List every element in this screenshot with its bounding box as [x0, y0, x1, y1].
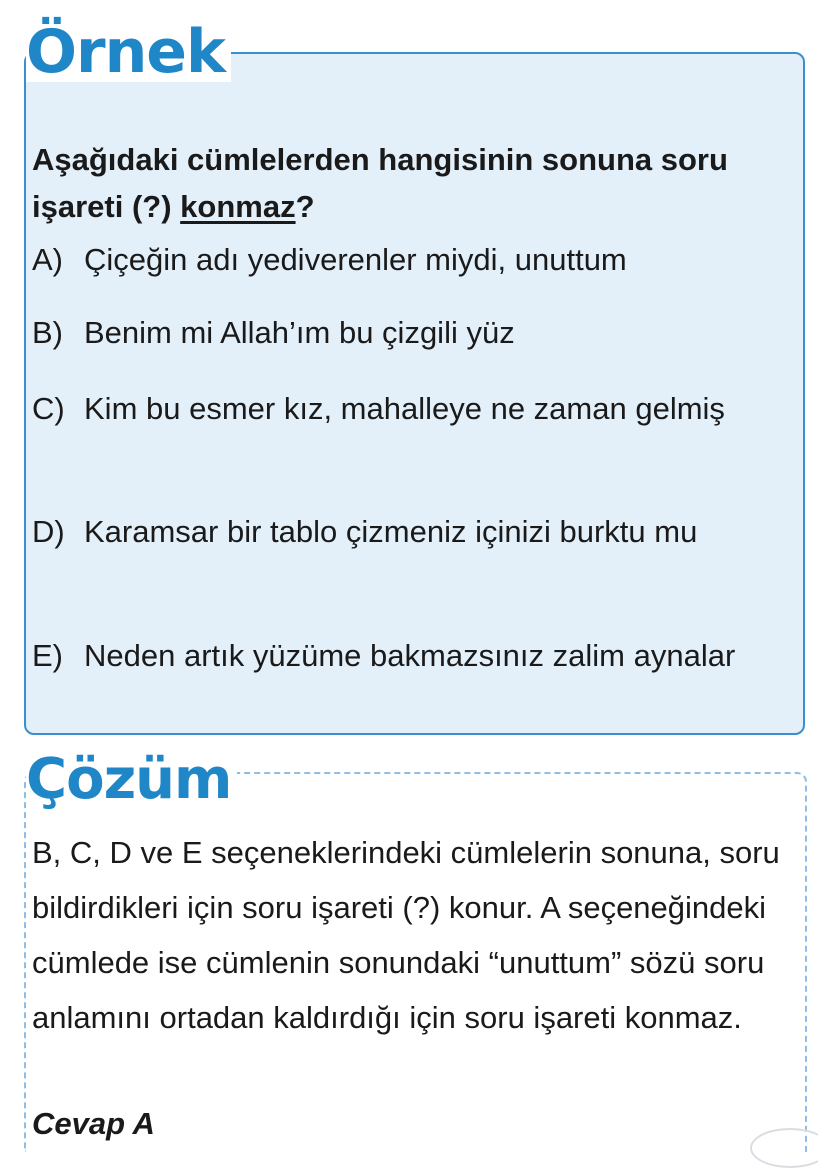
option-text: Neden artık yüzüme bakmazsınız zalim aynalar: [84, 638, 736, 673]
example-heading: Örnek: [26, 22, 231, 82]
question-emphasis: konmaz: [180, 189, 296, 224]
question-text: [32, 136, 792, 230]
option-c[interactable]: [32, 385, 792, 432]
page-corner-decoration: [750, 1128, 818, 1168]
answer-text: Cevap A: [32, 1106, 155, 1141]
option-letter: C): [32, 391, 65, 426]
solution-heading: Çözüm: [26, 752, 237, 808]
option-a[interactable]: [32, 236, 792, 283]
option-letter: A): [32, 242, 63, 277]
option-text: Benim mi Allah’ım bu çizgili yüz: [84, 315, 515, 350]
option-text: Kim bu esmer kız, mahalleye ne zaman gelmiş: [84, 391, 725, 426]
option-text: Karamsar bir tablo çizmeniz içinizi burktu mu: [84, 514, 698, 549]
option-e[interactable]: [32, 632, 792, 679]
option-letter: E): [32, 638, 63, 673]
option-b[interactable]: [32, 309, 792, 356]
option-d[interactable]: [32, 508, 792, 555]
option-letter: D): [32, 514, 65, 549]
option-text: Çiçeğin adı yediverenler miydi, unuttum: [84, 242, 627, 277]
question-part: Aşağıdaki cümlelerden hangisinin sonuna soru işareti (?): [32, 142, 728, 224]
question-mark: ?: [295, 189, 315, 224]
option-letter: B): [32, 315, 63, 350]
solution-text: B, C, D ve E seçeneklerindeki cümlelerin sonuna, soru bildirdikleri için soru işareti (?) konur. A seçeneğindeki cümlede ise cümlenin sonundaki “unuttum” sözü soru anlamını ortadan kaldırdığı için soru işareti konmaz.: [32, 835, 780, 1035]
